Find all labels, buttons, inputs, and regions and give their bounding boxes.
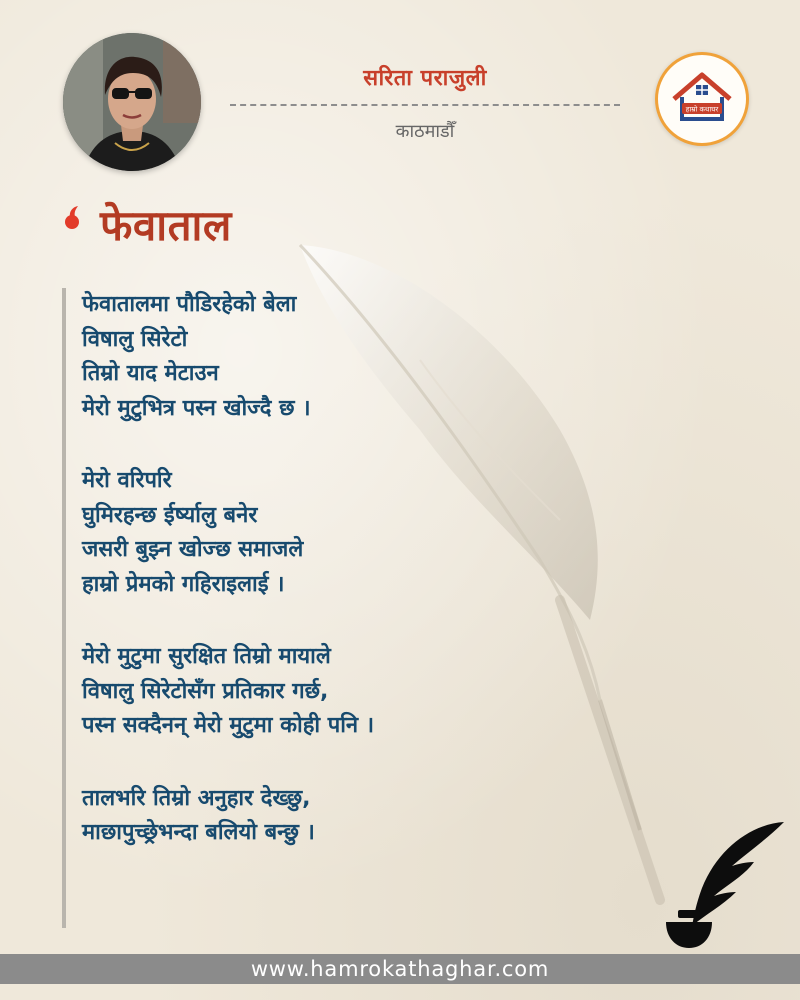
poem-line: पस्न सक्दैनन् मेरो मुटुमा कोही पनि ।: [82, 713, 375, 738]
poem-line: तालभरि तिम्रो अनुहार देख्छु,: [82, 785, 311, 811]
poem-line: तिम्रो याद मेटाउन: [82, 361, 219, 386]
poem-side-bar: [62, 288, 66, 928]
poem-line: घुमिरहन्छ ईर्ष्यालु बनेर: [82, 502, 258, 528]
house-logo-icon: [658, 55, 746, 143]
poem-line: मेरो मुटुभित्र पस्न खोज्दै छ ।: [82, 395, 311, 421]
poem-line: हाम्रो प्रेमको गहिराइलाई ।: [82, 571, 285, 597]
poem-line: विषालु सिरेटोसँग प्रतिकार गर्छ,: [82, 678, 329, 704]
poem-line: मेरो मुटुमा सुरक्षित तिम्रो मायाले: [82, 644, 331, 669]
divider: [230, 104, 620, 106]
stanza: [82, 640, 642, 744]
footer-bar: [0, 954, 800, 984]
poem-line: माछापुच्छ्रेभन्दा बलियो बन्छु ।: [82, 820, 315, 845]
poem-line: मेरो वरिपरि: [82, 468, 172, 493]
logo-text: हाम्रो कथाघर: [685, 105, 719, 114]
author-place: काठमाडौँ: [395, 121, 455, 142]
author-photo: [63, 33, 201, 171]
stanza: [82, 782, 642, 851]
poem-line: फेवातालमा पौडिरहेको बेला: [82, 292, 297, 317]
poem-body: [82, 288, 642, 889]
avatar: [63, 33, 201, 171]
quill-inkpot-icon: [662, 818, 792, 953]
author-name: सरिता पराजुली: [363, 66, 487, 91]
poem-title: फेवाताल: [100, 201, 232, 250]
site-logo: [655, 52, 749, 146]
website-url[interactable]: www.hamrokathaghar.com: [250, 957, 550, 981]
stanza: [82, 464, 642, 602]
poem-line: विषालु सिरेटो: [82, 326, 188, 352]
quote-mark-icon: [63, 203, 81, 233]
poem-line: जसरी बुझ्न खोज्छ समाजले: [82, 537, 304, 562]
stanza: [82, 288, 642, 426]
